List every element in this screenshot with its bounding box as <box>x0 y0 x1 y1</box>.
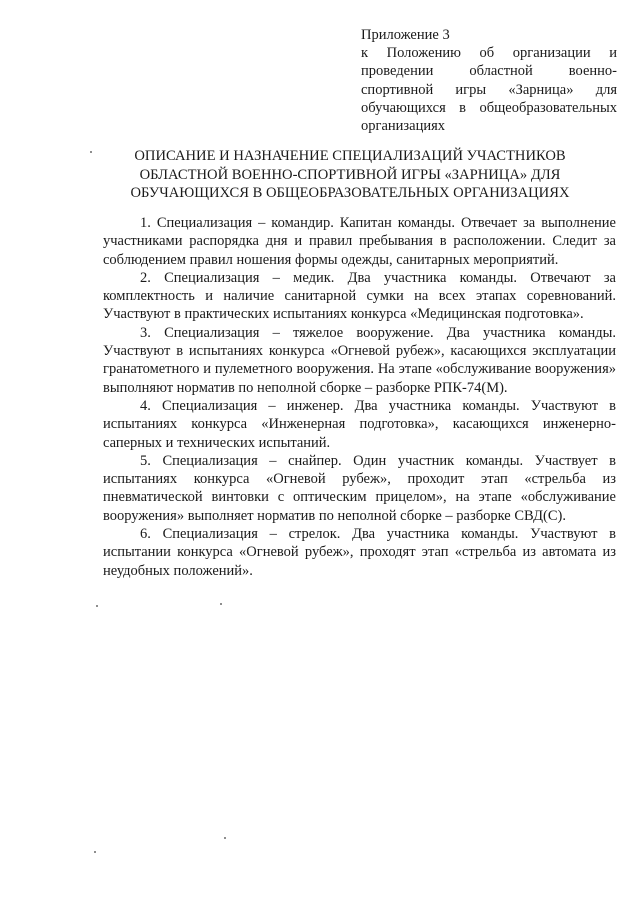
scan-speck <box>224 837 226 839</box>
specialization-item-commander: 1. Специализация – командир. Капитан команды. Отвечает за выполнение участниками распорядка дня и правил пребывания в расположении. Следит за соблюдением правил ношения формы одежды, санитарных мероприятий. <box>103 215 616 268</box>
appendix-reference: к Положению об организации и проведении областной военно-спортивной игры «Зарница» для обучающихся в общеобразовательных организациях <box>361 45 617 135</box>
scan-speck <box>96 605 98 607</box>
document-title-line: ОПИСАНИЕ И НАЗНАЧЕНИЕ СПЕЦИАЛИЗАЦИЙ УЧАСТНИКОВ <box>134 148 566 164</box>
document-title-line: ОБЛАСТНОЙ ВОЕННО-СПОРТИВНОЙ ИГРЫ «ЗАРНИЦА» ДЛЯ <box>139 166 561 183</box>
specialization-item-heavy-weapons: 3. Специализация – тяжелое вооружение. Два участника команды. Участвуют в испытаниях конкурса «Огневой рубеж», касающихся эксплуатации гранатометного и пулеметного вооружения. На этапе «обслуживание вооружения» выполняют норматив по неполной сборке – разборке РПК-74(М). <box>103 324 616 396</box>
scan-speck <box>220 603 222 605</box>
specialization-item-rifleman: 6. Специализация – стрелок. Два участника команды. Участвуют в испытании конкурса «Огневой рубеж», проходят этап «стрельба из автомата из неудобных положений». <box>103 526 616 579</box>
scan-speck <box>94 851 96 853</box>
appendix-title: Приложение 3 <box>361 27 450 43</box>
specialization-item-engineer: 4. Специализация – инженер. Два участника команды. Участвуют в испытаниях конкурса «Инженерная подготовка», касающихся инженерно-саперных и технических испытаний. <box>103 397 616 451</box>
document-title-line: ОБУЧАЮЩИХСЯ В ОБЩЕОБРАЗОВАТЕЛЬНЫХ ОРГАНИЗАЦИЯХ <box>130 185 570 202</box>
scan-speck <box>90 151 92 153</box>
appendix-header <box>361 26 617 135</box>
document-title <box>86 147 614 203</box>
specialization-item-sniper: 5. Специализация – снайпер. Один участник команды. Участвует в испытаниях конкурса «Огневой рубеж», проходит этап «стрельба из пневматической винтовки с оптическим прицелом», на этапе «обслуживание вооружения» выполняет норматив по неполной сборке – разборке СВД(С). <box>103 452 616 524</box>
specialization-item-medic: 2. Специализация – медик. Два участника команды. Отвечают за комплектность и наличие санитарной сумки на всех этапах соревнований. Участвуют в практических испытаниях конкурса «Медицинская подготовка». <box>103 269 616 323</box>
specialization-list <box>103 214 616 580</box>
